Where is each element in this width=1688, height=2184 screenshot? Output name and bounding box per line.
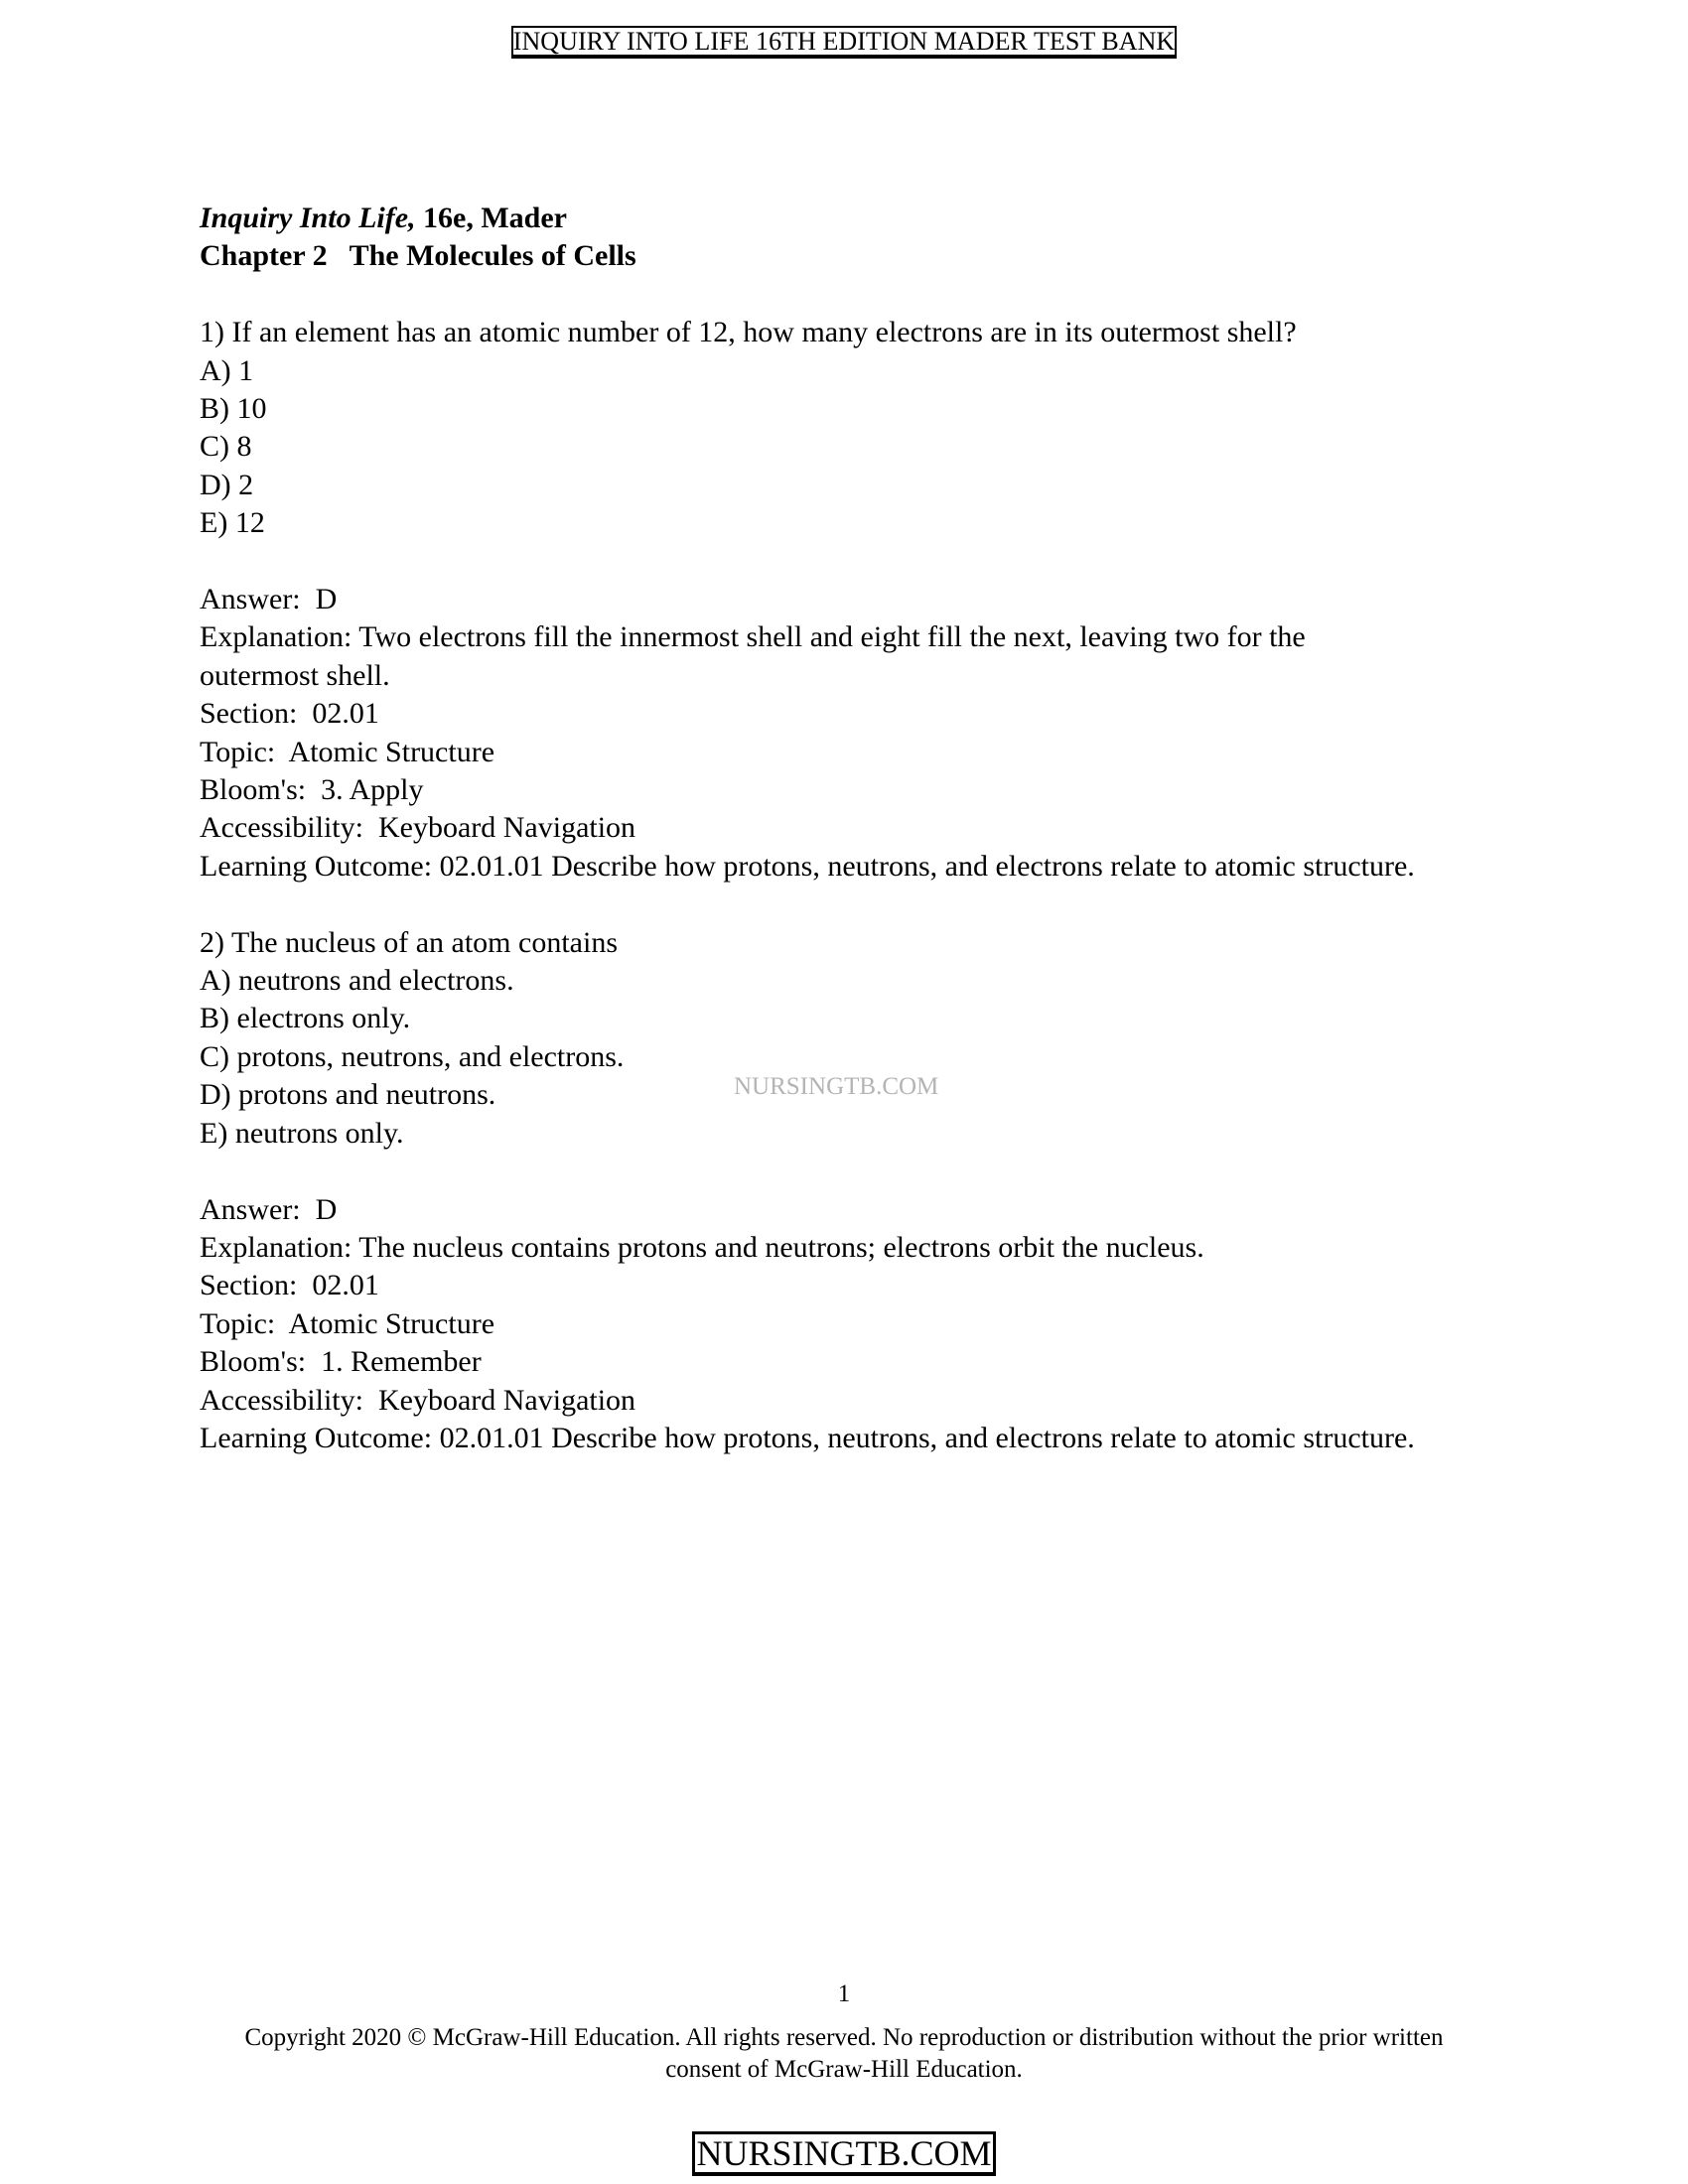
accessibility: Accessibility: Keyboard Navigation [200, 1383, 636, 1417]
spacer [200, 1153, 1490, 1190]
blooms-level: Bloom's: 3. Apply [200, 773, 424, 807]
option-b: B) electrons only. [200, 1002, 411, 1035]
learning-outcome: Learning Outcome: 02.01.01 Describe how protons, neutrons, and electrons relate to atomic structure. [200, 849, 1415, 883]
option-d: D) 2 [200, 468, 254, 501]
option-c: C) protons, neutrons, and electrons. [200, 1039, 625, 1073]
option-b: B) 10 [200, 392, 267, 426]
copyright-notice [0, 2022, 1688, 2086]
option-e: E) 12 [200, 506, 265, 540]
question-stem: 2) The nucleus of an atom contains [200, 925, 618, 959]
section: Section: 02.01 [200, 697, 379, 731]
answer: Answer: D [200, 583, 338, 616]
spacer [200, 276, 1490, 314]
explanation: Explanation: The nucleus contains protons and neutrons; electrons orbit the nucleus. [200, 1230, 1204, 1264]
copyright-text: Copyright 2020 © McGraw-Hill Education. All rights reserved. No reproduction or distribution without the prior written consent of McGraw-Hill Education. [244, 2024, 1444, 2083]
question-1 [200, 314, 1490, 886]
topic: Topic: Atomic Structure [200, 735, 495, 768]
question-stem: 1) If an element has an atomic number of 12, how many electrons are in its outermost shell? [200, 316, 1297, 349]
learning-outcome: Learning Outcome: 02.01.01 Describe how protons, neutrons, and electrons relate to atomic structure. [200, 1421, 1415, 1454]
option-a: A) neutrons and electrons. [200, 964, 514, 998]
chapter-title: Chapter 2 The Molecules of Cells [200, 239, 636, 273]
book-title [200, 200, 1490, 237]
option-e: E) neutrons only. [200, 1116, 404, 1150]
spacer [200, 886, 1490, 923]
book-title-italic: Inquiry Into Life, [200, 202, 416, 234]
watermark: NURSINGTB.COM [734, 1073, 939, 1100]
test-bank-banner: INQUIRY INTO LIFE 16TH EDITION MADER TEST BANK [511, 26, 1177, 59]
running-header [0, 26, 1688, 59]
bottom-badge [0, 2131, 1688, 2176]
page-number: 1 [837, 1980, 851, 2007]
document-body [200, 200, 1490, 1457]
topic: Topic: Atomic Structure [200, 1306, 495, 1340]
section: Section: 02.01 [200, 1269, 379, 1302]
question-2 [200, 924, 1490, 1458]
book-title-rest: 16e, Mader [415, 202, 567, 234]
spacer [200, 543, 1490, 581]
blooms-level: Bloom's: 1. Remember [200, 1345, 482, 1379]
option-c: C) 8 [200, 430, 252, 464]
answer: Answer: D [200, 1192, 338, 1226]
explanation: Explanation: Two electrons fill the innermost shell and eight fill the next, leaving two for the outermost shell. [200, 620, 1306, 692]
option-a: A) 1 [200, 353, 254, 387]
option-d: D) protons and neutrons. [200, 1078, 496, 1112]
accessibility: Accessibility: Keyboard Navigation [200, 811, 636, 845]
site-badge: NURSINGTB.COM [692, 2131, 995, 2176]
